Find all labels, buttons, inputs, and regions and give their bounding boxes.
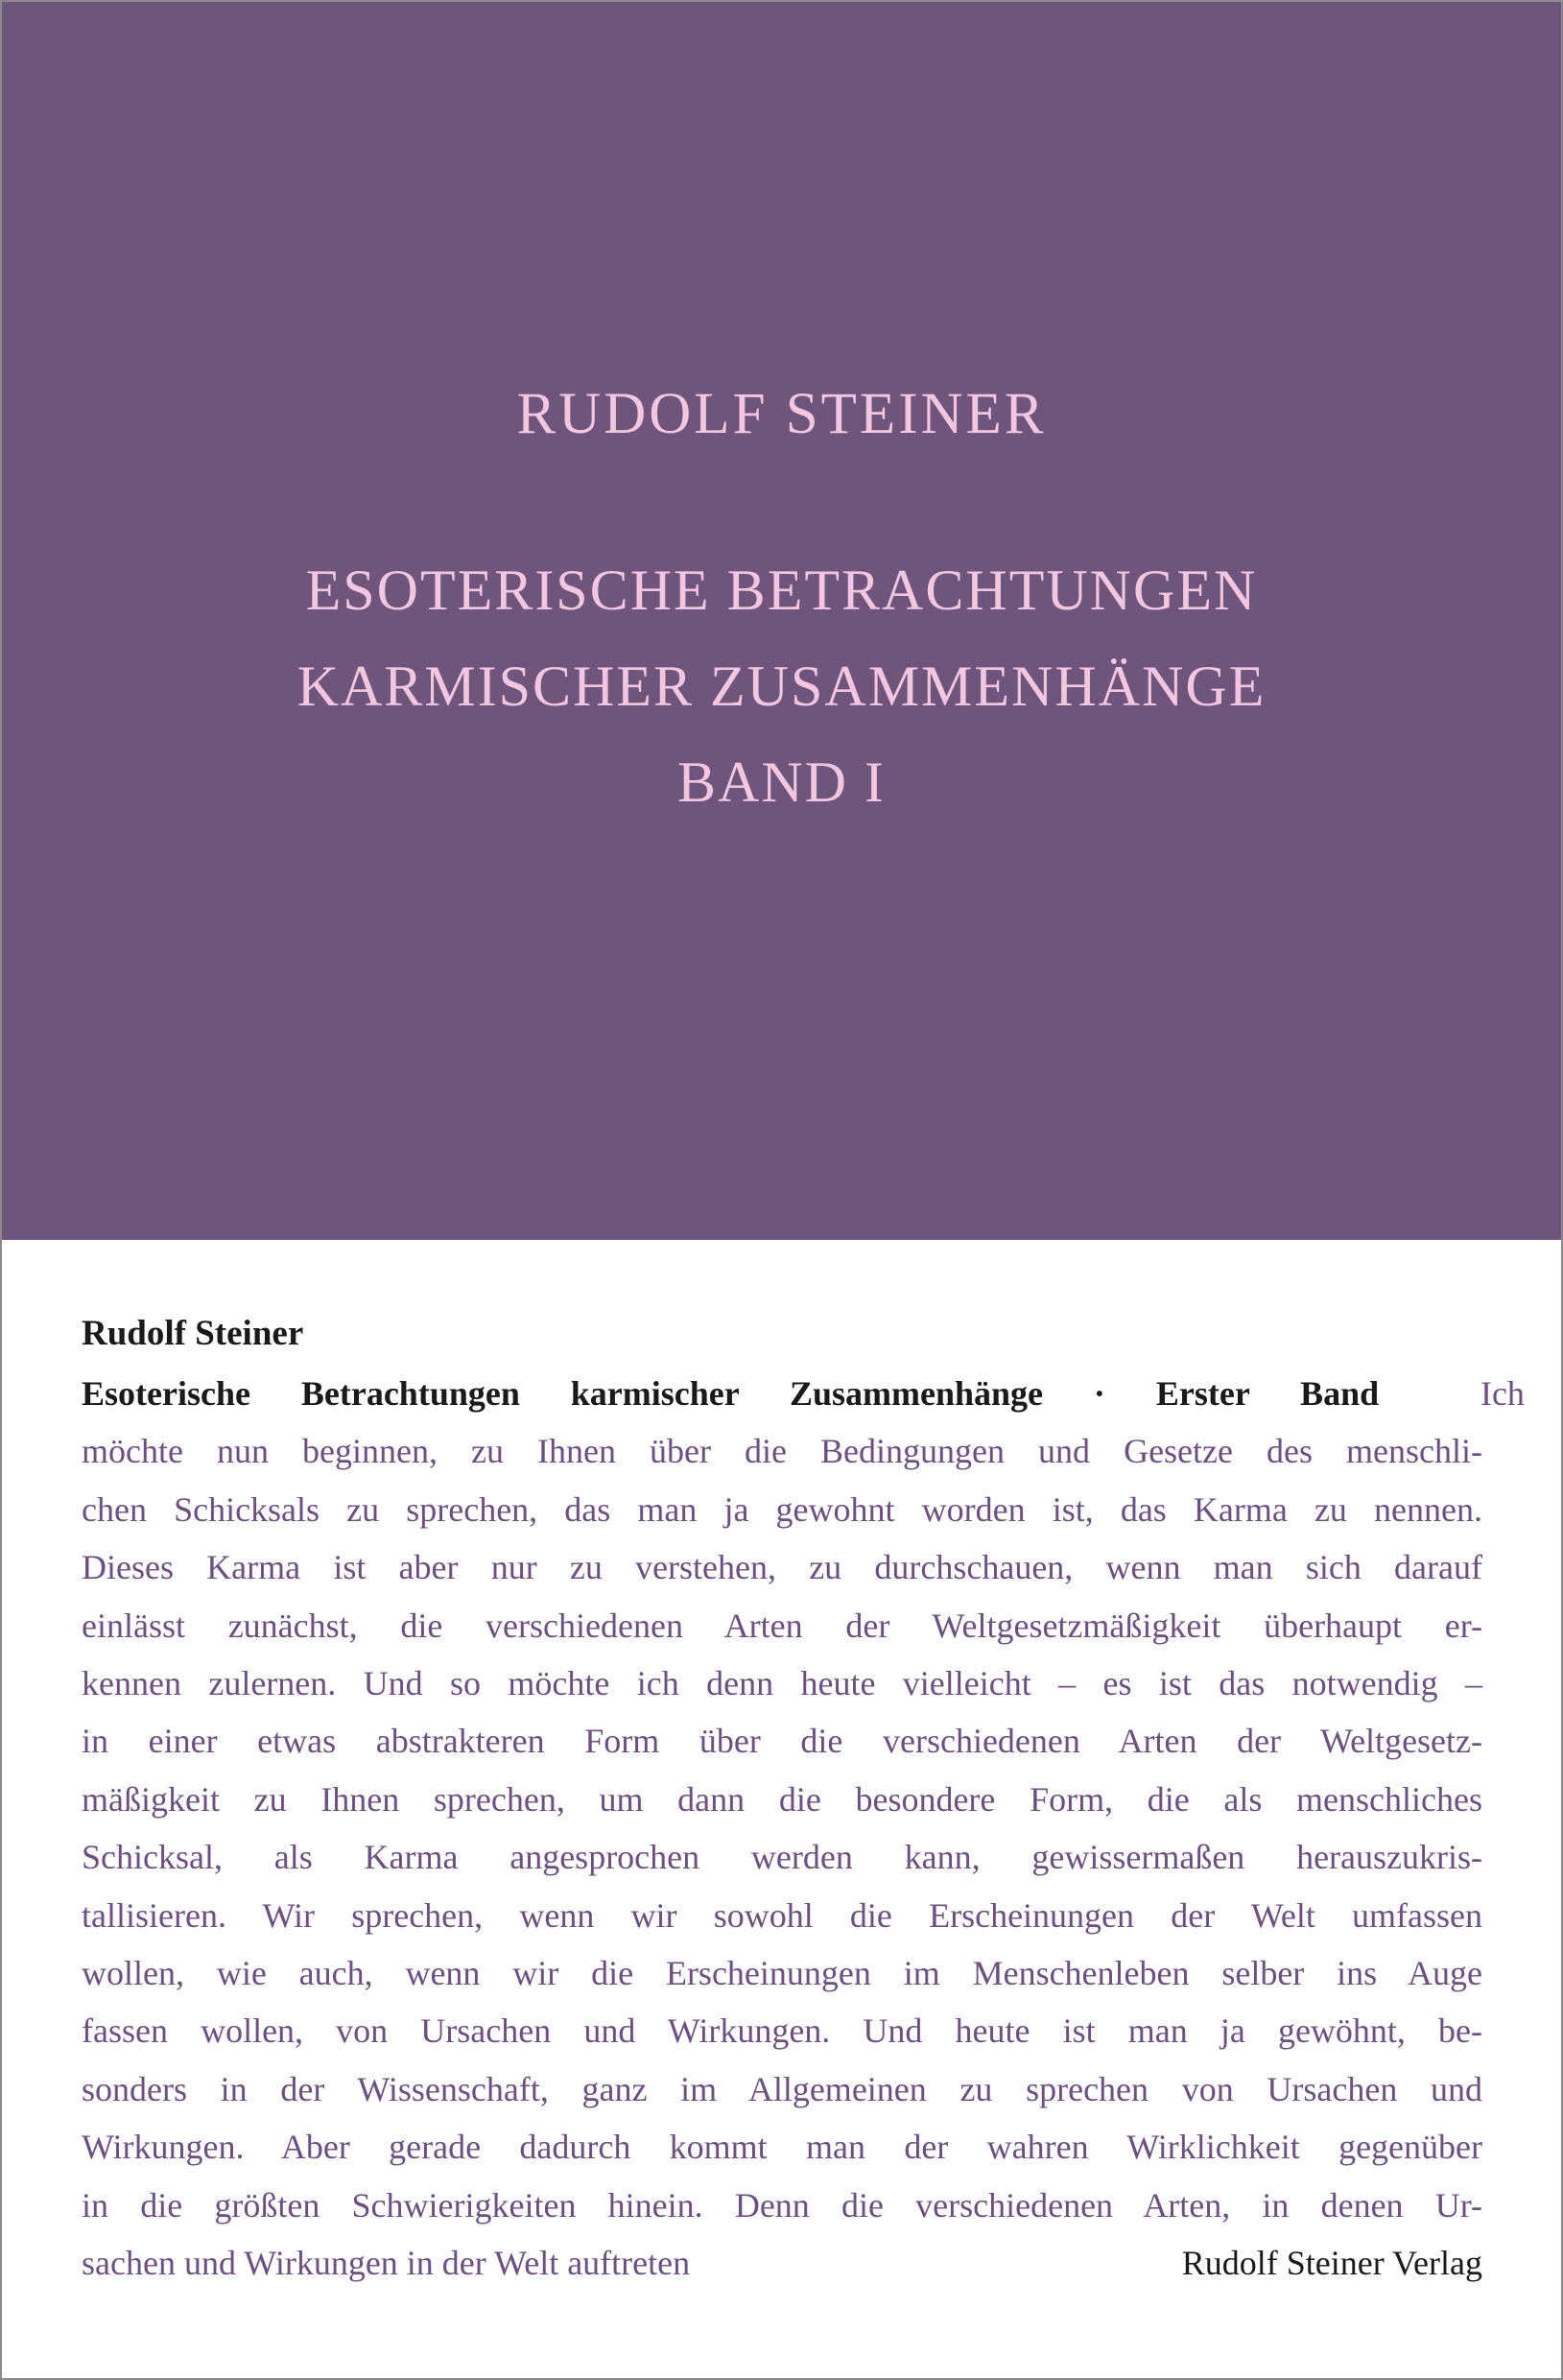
cover-title-line-3: BAND I: [677, 750, 886, 814]
blurb-last-text: sachen und Wirkungen in der Welt auftreten: [82, 2244, 691, 2283]
blurb-line-12: fassen wollen, von Ursachen und Wirkungen. Und heute ist man ja gewöhnt, be-: [82, 2011, 1482, 2051]
blurb-line-5: einlässt zunächst, die verschiedenen Arten der Weltgesetzmäßigkeit überhaupt er-: [82, 1606, 1482, 1645]
cover-author: RUDOLF STEINER: [516, 382, 1047, 446]
blurb-line-16: [82, 2234, 1482, 2292]
blurb-line-15: in die größten Schwierigkeiten hinein. Denn die verschiedenen Arten, in denen Ur-: [82, 2185, 1482, 2225]
book-subtitle: Esoterische Betrachtungen karmischer Zusammenhänge · Erster Band: [82, 1374, 1380, 1413]
blurb-line-8: mäßigkeit zu Ihnen sprechen, um dann die besondere Form, die als menschliches: [82, 1779, 1482, 1819]
cover-title-line-1: ESOTERISCHE BETRACHTUNGEN: [305, 559, 1258, 622]
blurb-text: [82, 1365, 1525, 2293]
back-author: Rudolf Steiner: [82, 1314, 304, 1353]
publisher-name: Rudolf Steiner Verlag: [1181, 2244, 1482, 2283]
cover-title-line-2: KARMISCHER ZUSAMMENHÄNGE: [296, 654, 1267, 718]
blurb-line-3: chen Schicksals zu sprechen, das man ja gewohnt worden ist, das Karma zu nennen.: [82, 1489, 1482, 1529]
blurb-line-6: kennen zulernen. Und so möchte ich denn heute vielleicht – es ist das notwendig –: [82, 1664, 1482, 1703]
back-text-area: [82, 1305, 1525, 2293]
blurb-line-4: Dieses Karma ist aber nur zu verstehen, zu durchschauen, wenn man sich darauf: [82, 1548, 1482, 1587]
blurb-line-13: sonders in der Wissenschaft, ganz im Allgemeinen zu sprechen von Ursachen und: [82, 2069, 1482, 2108]
blurb-line-1: [82, 1365, 1525, 1422]
blurb-line-9: Schicksal, als Karma angesprochen werden kann, gewissermaßen herauszukris-: [82, 1838, 1482, 1877]
blurb-line-10: tallisieren. Wir sprechen, wenn wir sowohl die Erscheinungen der Welt umfassen: [82, 1895, 1482, 1935]
blurb-line-7: in einer etwas abstrakteren Form über die verschiedenen Arten der Weltgesetz-: [82, 1722, 1482, 1761]
blurb-line-11: wollen, wie auch, wenn wir die Erscheinungen im Menschenleben selber ins Auge: [82, 1954, 1482, 1993]
blurb-line-2: möchte nun beginnen, zu Ihnen über die Bedingungen und Gesetze des menschli-: [82, 1432, 1482, 1471]
blurb-line-14: Wirkungen. Aber gerade dadurch kommt man der wahren Wirklichkeit gegenüber: [82, 2128, 1482, 2167]
blurb-line-text: Ich: [1480, 1374, 1525, 1413]
cover-title: [0, 542, 1563, 830]
